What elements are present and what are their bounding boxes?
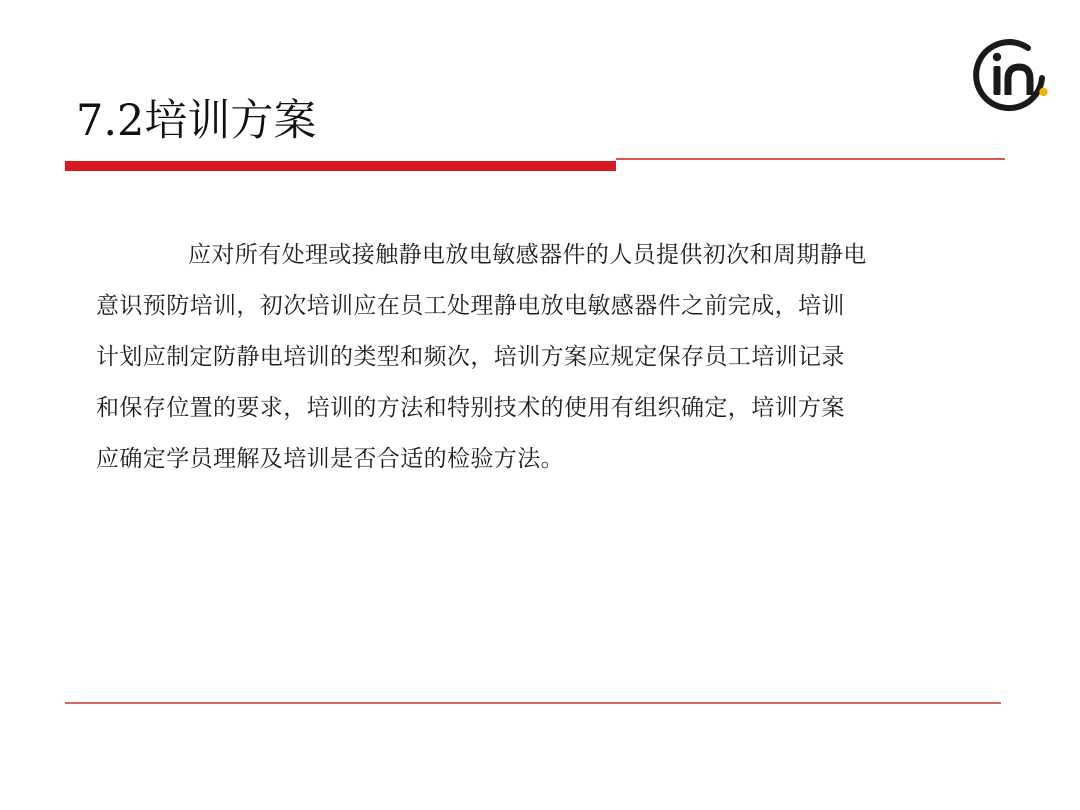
slide-title: 7.2培训方案 bbox=[76, 96, 317, 146]
body-line: 应确定学员理解及培训是否合适的检验方法。 bbox=[96, 446, 564, 472]
in-logo-icon bbox=[968, 34, 1052, 118]
footer-rule bbox=[65, 702, 1001, 704]
company-logo bbox=[968, 34, 1052, 118]
title-underline-thick bbox=[65, 161, 616, 171]
body-line: 和保存位置的要求，培训的方法和特别技术的使用有组织确定，培训方案 bbox=[96, 395, 845, 421]
title-underline-thin bbox=[616, 158, 1005, 160]
body-line: 计划应制定防静电培训的类型和频次，培训方案应规定保存员工培训记录 bbox=[96, 344, 845, 370]
body-line: 意识预防培训，初次培训应在员工处理静电放电敏感器件之前完成，培训 bbox=[96, 293, 845, 319]
body-line: 应对所有处理或接触静电放电敏感器件的人员提供初次和周期静电 bbox=[188, 242, 867, 268]
body-paragraph bbox=[96, 230, 976, 485]
